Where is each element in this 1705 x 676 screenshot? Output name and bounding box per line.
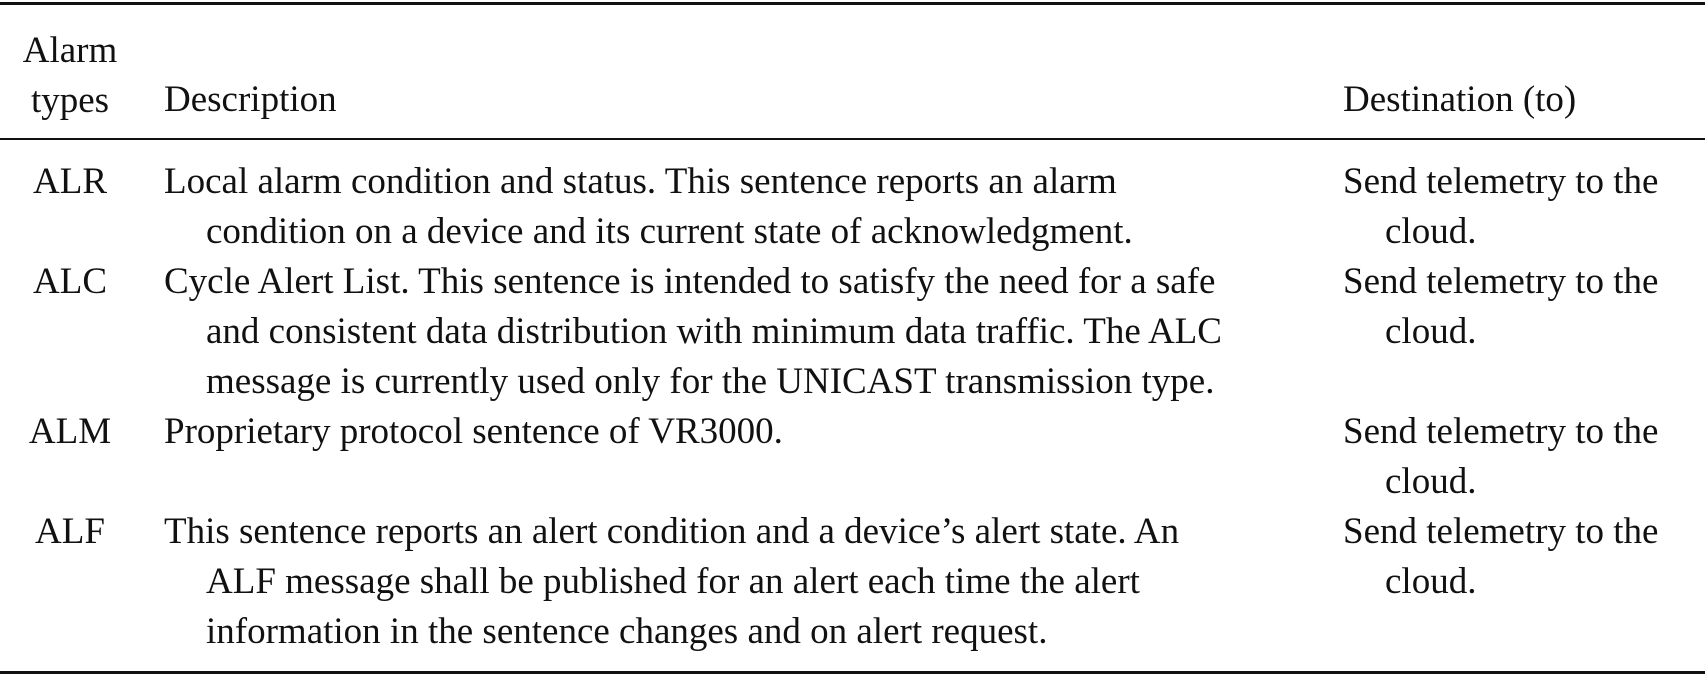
destination-cell [1343,157,1698,257]
destination-cell [1343,407,1698,507]
destination-line: Send telemetry to the [1343,511,1659,552]
destination-cell [1343,507,1698,607]
destination-line: cloud. [1385,211,1477,252]
description-cell [164,507,1324,657]
description-line: message is currently used only for the UNICAST transmission type. [206,361,1215,402]
destination-line: cloud. [1385,561,1477,602]
description-line: Local alarm condition and status. This sentence reports an alarm [164,161,1117,202]
description-line: information in the sentence changes and on alert request. [206,611,1048,652]
table-top-rule [0,2,1705,5]
description-cell [164,257,1324,407]
description-line: Proprietary protocol sentence of VR3000. [164,411,783,452]
table-bottom-rule [0,671,1705,674]
header-alarm-types-line1: Alarm [22,30,118,71]
description-line: condition on a device and its current state of acknowledgment. [206,211,1133,252]
description-line: Cycle Alert List. This sentence is intended to satisfy the need for a safe [164,261,1216,302]
destination-line: Send telemetry to the [1343,161,1659,202]
header-destination: Destination (to) [1343,79,1577,120]
alarm-type-cell: ALC [33,261,107,302]
header-alarm-types-line2: types [30,80,110,121]
alarm-type-cell: ALR [33,161,107,202]
description-line: and consistent data distribution with minimum data traffic. The ALC [206,311,1222,352]
description-cell [164,157,1324,257]
destination-line: cloud. [1385,461,1477,502]
destination-cell [1343,257,1698,357]
header-rule [0,138,1705,140]
header-alarm-types [0,26,140,126]
header-description: Description [164,79,337,120]
description-line: This sentence reports an alert condition and a device’s alert state. An [164,511,1180,552]
destination-line: Send telemetry to the [1343,261,1659,302]
alarm-type-cell: ALM [28,411,112,452]
alarm-type-cell: ALF [35,511,105,552]
destination-line: cloud. [1385,311,1477,352]
description-cell [164,407,1324,457]
description-line: ALF message shall be published for an alert each time the alert [206,561,1140,602]
destination-line: Send telemetry to the [1343,411,1659,452]
